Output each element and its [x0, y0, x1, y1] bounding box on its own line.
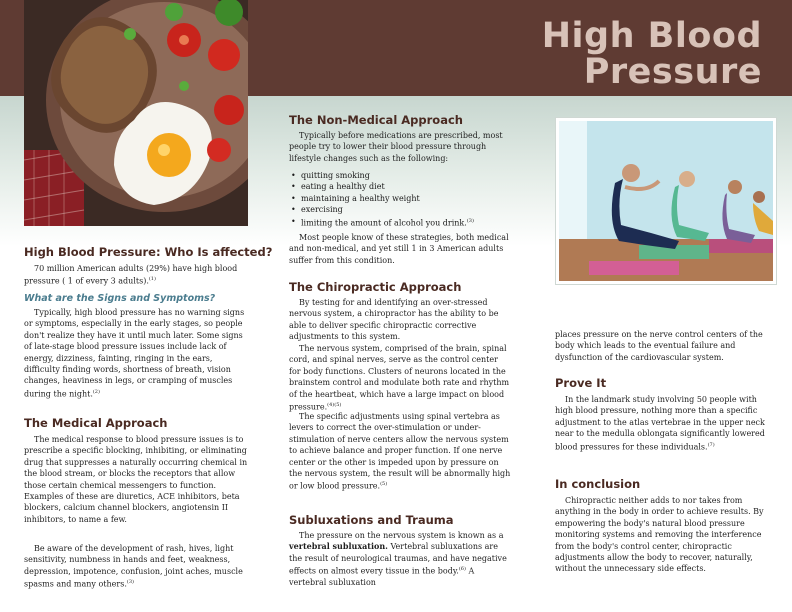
breakfast-illustration: [24, 0, 248, 226]
chiro-p2-text: The nervous system, comprised of the brain, spinal cord, and spinal nerves, serve as the control center for body functions. Clusters of neurons located in the brainstem control and modulate both rate and rhythm of the heartbeat, which have a large impact on blood pressure.: [289, 344, 510, 412]
nonmed-paragraph-2: Most people know of these strategies, both medical and non-medical, and yet still 1 in 3 American adults suffer from this condition.: [289, 233, 509, 265]
chiro-paragraph-3: [289, 411, 511, 493]
page-title: [542, 18, 762, 90]
heading-medical-approach: The Medical Approach: [24, 416, 168, 430]
continued-paragraph: places pressure on the nerve control centers of the body which leads to the eventual failure and dysfunction of the cardiovascular system.: [555, 330, 763, 362]
prove-text: In the landmark study involving 50 people with high blood pressure, nothing more than a specific adjustment to the atlas vertebrae in the upper neck near to the medulla oblongata significantly lowered blood pressures for these individuals.: [555, 395, 765, 452]
conclusion-paragraph: Chiropractic neither adds to nor takes from anything in the body in order to achieve results. By empowering the body's natural blood pressure monitoring systems and removing the interference from the body's control center, chiropractic adjustments allow the body to recover, naturally, without the unnecessary side effects.: [555, 496, 764, 574]
heading-subluxations: Subluxations and Trauma: [289, 513, 454, 527]
list-item-text: limiting the amount of alcohol you drink.: [301, 218, 467, 228]
title-line-2: Pressure: [583, 52, 762, 92]
chiro-p3-ref: (5): [380, 481, 388, 488]
title-line-1: High Blood: [541, 16, 762, 56]
chiro-p2-ref: (4)(5): [327, 402, 342, 409]
heading-chiropractic-approach: The Chiropractic Approach: [289, 280, 462, 294]
list-item: • maintaining a healthy weight: [289, 193, 511, 204]
heading-who-affected: High Blood Pressure: Who Is affected?: [24, 245, 273, 259]
prove-ref: (7): [707, 441, 715, 448]
lifestyle-list: [289, 170, 511, 229]
sub-ref: (6): [458, 566, 466, 573]
list-item: • eating a healthy diet: [289, 181, 511, 192]
heading-prove-it: Prove It: [555, 376, 607, 390]
signs-text: Typically, high blood pressure has no warning signs or symptoms, especially in the early stages, so people don't realize they have it until much later. Some signs of late-stage blood pressure issues include lack of energy, dizziness, fainting, ringing in the ears, difficulty finding words, shortness of breath, vision changes, heaviness in legs, or cramping of muscles during the night.: [24, 308, 245, 399]
sub-text-2: Vertebral subluxations are the result of neurological traumas, and have negative effects on almost every tissue in the body.: [289, 542, 507, 576]
subluxation-paragraph: [289, 530, 511, 589]
signs-ref: (2): [92, 388, 100, 395]
chiro-paragraph-2: [289, 343, 511, 413]
intro-ref: (1): [148, 276, 156, 283]
medical-paragraph-1: The medical response to blood pressure issues is to prescribe a specific blocking, inhibiting, or eliminating drug that suppresses a naturally occurring chemical in the blood stream, or blocks the receptors that allow those certain chemical messengers to function. Examples of these are diuretics, ACE inhibitors, beta blockers, calcium channel blockers, angiotensin II inhibitors, to name a few.: [24, 435, 248, 524]
heading-non-medical: The Non-Medical Approach: [289, 113, 463, 127]
subheading-signs: What are the Signs and Symptoms?: [24, 293, 216, 304]
yoga-class-illustration: [559, 121, 773, 281]
list-item: [289, 216, 511, 229]
chiro-paragraph-1: By testing for and identifying an over-stressed nervous system, a chiropractor has the ability to be able to deliver specific chiropractic corrective adjustments to this system.: [289, 298, 499, 342]
nonmed-paragraph-1: Typically before medications are prescribed, most people try to lower their blood pressure through lifestyle changes such as the following:: [289, 131, 503, 163]
medical-paragraph-2: [24, 543, 250, 590]
chiro-p3-text: The specific adjustments using spinal vertebra as levers to correct the over-stimulation or under-stimulation of nerve centers allow the nervous system to achieve balance and proper function. If one nerve center or the other is impeded upon by pressure on the nervous system, the result will be abnormally high or low blood pressure.: [289, 412, 511, 492]
list-item: • quitting smoking: [289, 170, 511, 181]
sub-text-1: The pressure on the nervous system is known as a: [299, 531, 504, 540]
sub-text-3: A vertebral subluxation: [289, 566, 475, 588]
breakfast-photo: [24, 0, 248, 226]
yoga-photo: [556, 118, 776, 284]
intro-paragraph: [24, 263, 250, 287]
list-item-ref: (3): [466, 217, 474, 224]
list-item: • exercising: [289, 204, 511, 215]
prove-paragraph: [555, 394, 773, 453]
heading-conclusion: In conclusion: [555, 477, 641, 491]
medical-p2-ref: (3): [126, 579, 134, 586]
medical-p2-text: Be aware of the development of rash, hives, light sensitivity, numbness in hands and feet, weakness, depression, impotence, confusion, joint aches, muscle spasms and many others.: [24, 544, 243, 589]
intro-text: 70 million American adults (29%) have high blood pressure ( 1 of every 3 adults).: [24, 264, 238, 287]
signs-paragraph: [24, 307, 250, 400]
sub-text-bold: vertebral subluxation.: [289, 541, 388, 552]
